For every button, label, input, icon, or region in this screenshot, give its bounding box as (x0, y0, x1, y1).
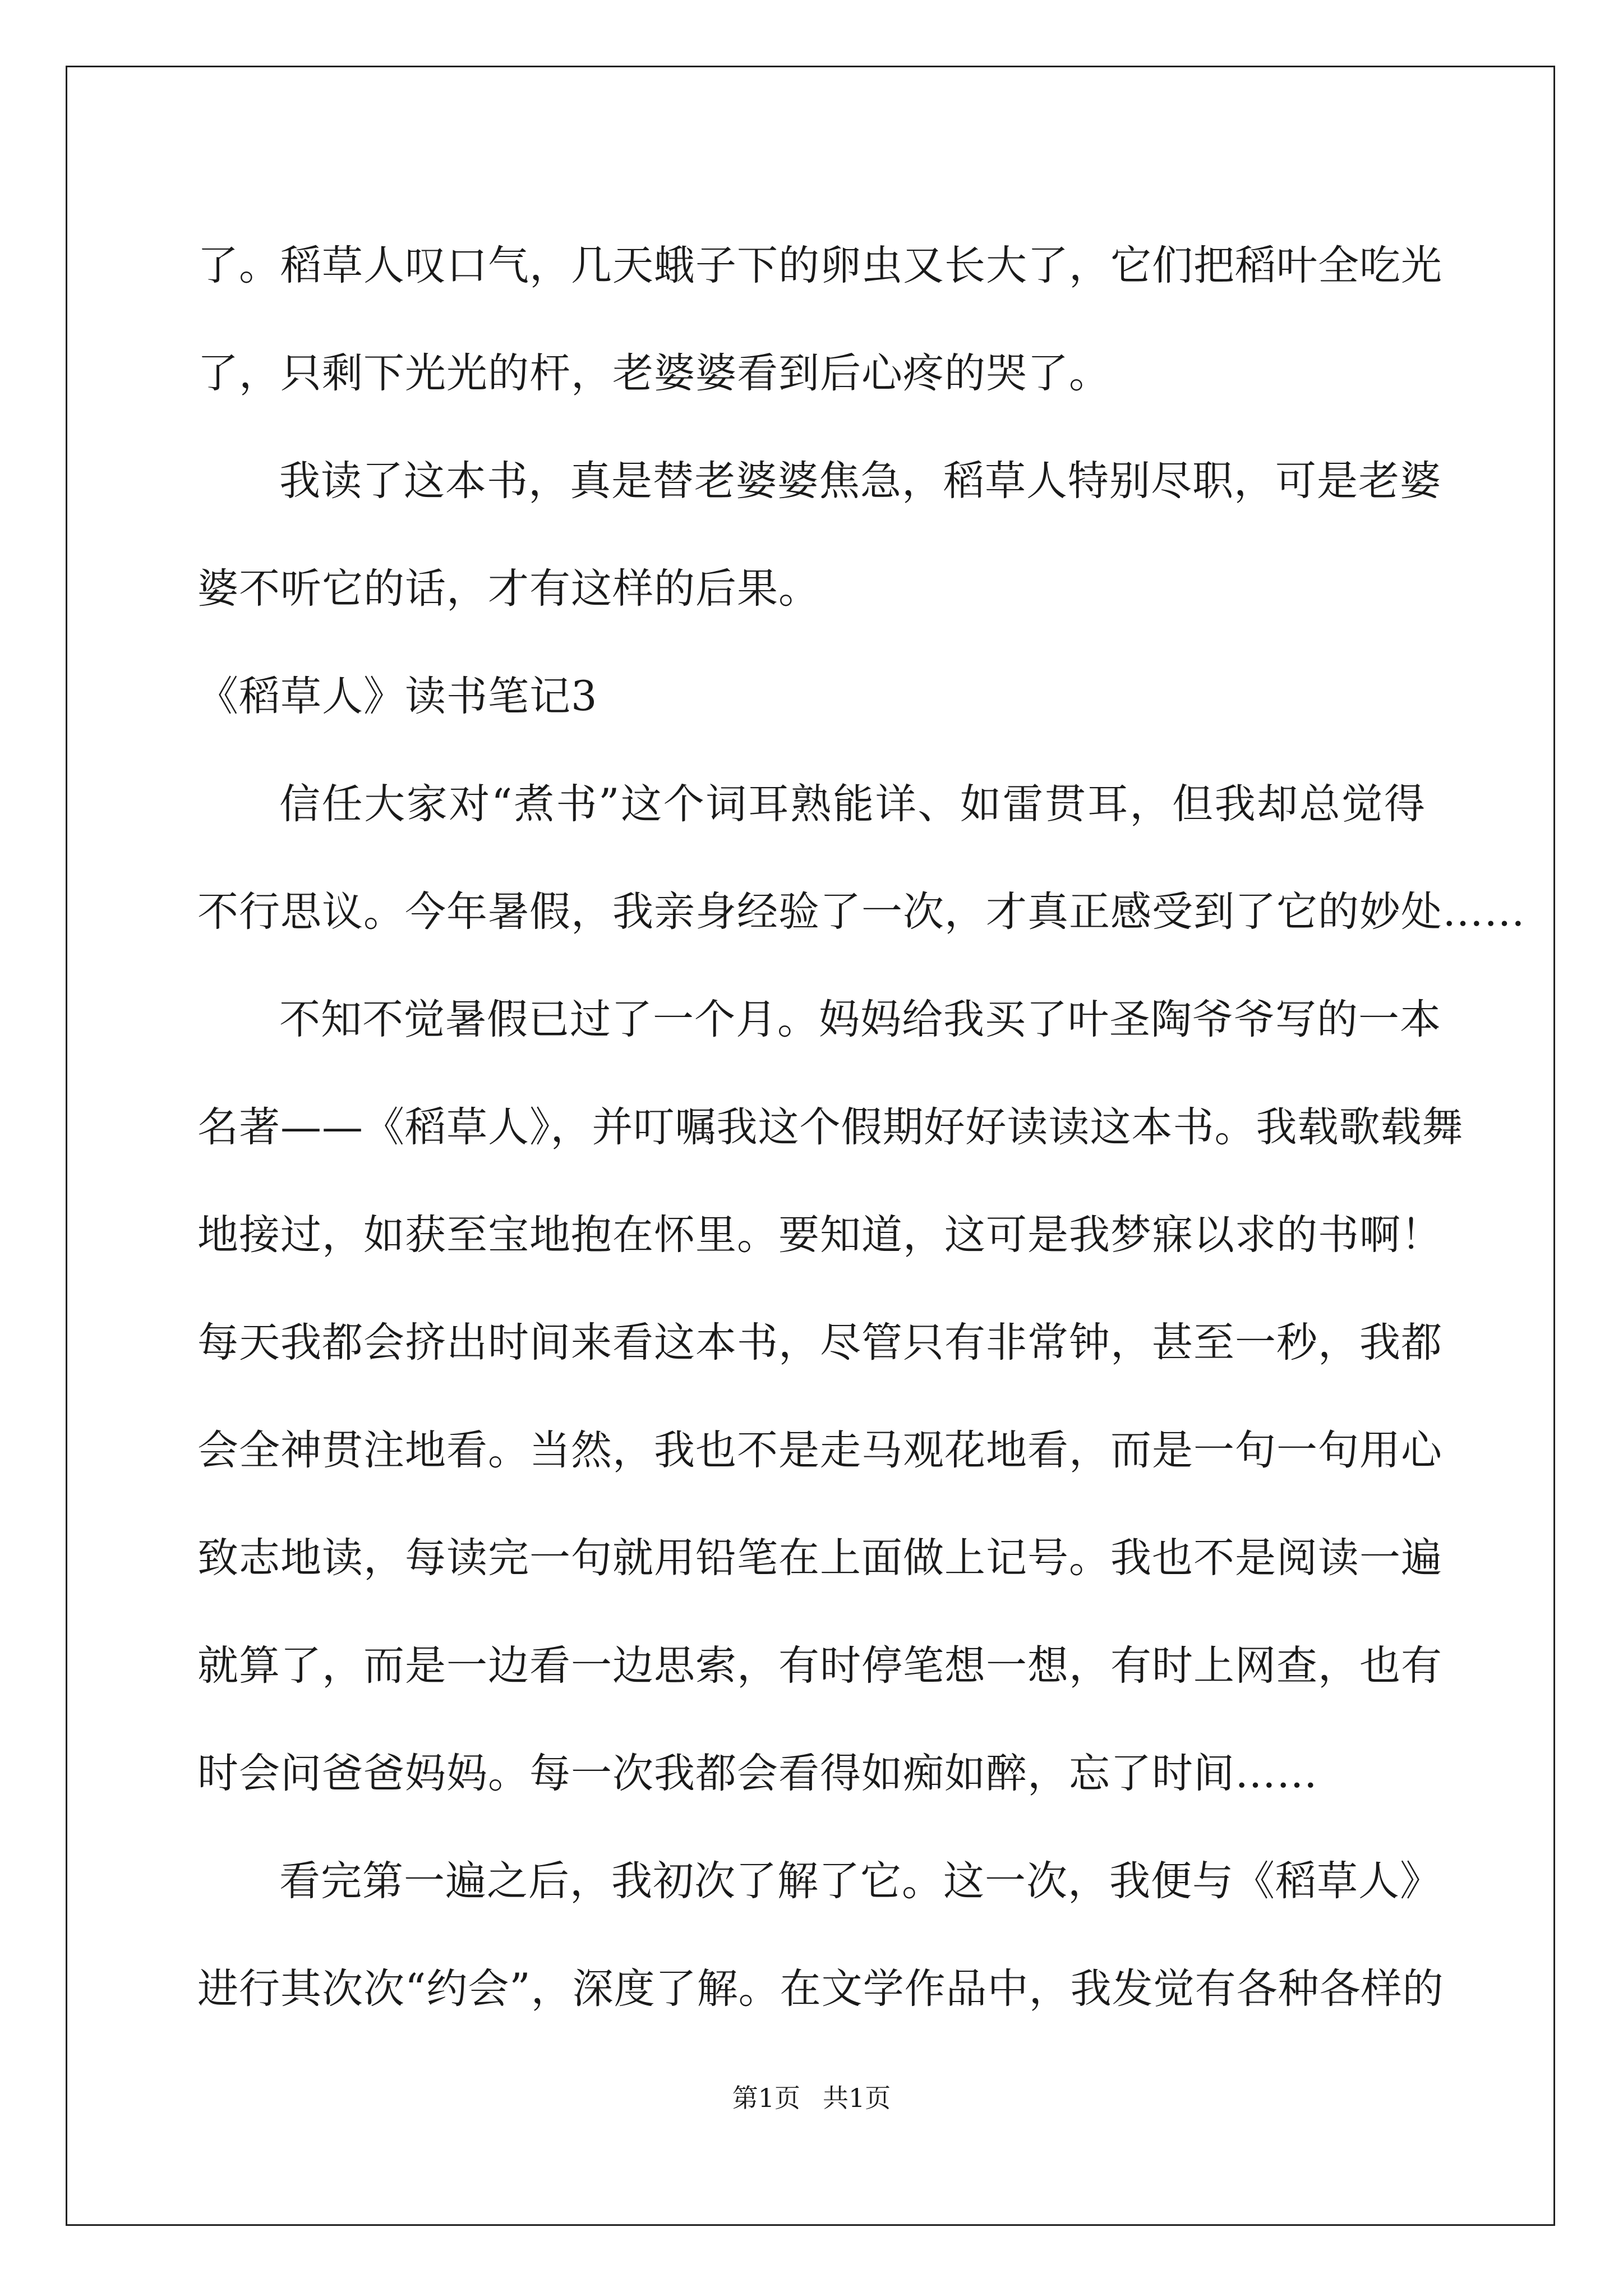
text-line: 致志地读，每读完一句就用铅笔在上面做上记号。我也不是阅读一遍 (197, 1534, 1442, 1582)
text-line: 了，只剩下光光的杆，老婆婆看到后心疼的哭了。 (197, 349, 1110, 397)
page-number: 第1页 (732, 2083, 800, 2113)
text-line: 每天我都会挤出时间来看这本书，尽管只有非常钟，甚至一秒，我都 (197, 1319, 1442, 1366)
text-line: 会全神贯注地看。当然，我也不是走马观花地看，而是一句一句用心 (197, 1427, 1442, 1474)
text-line: 地接过，如获至宝地抱在怀里。要知道，这可是我梦寐以求的书啊！ (197, 1211, 1442, 1259)
page-total: 共1页 (823, 2083, 891, 2113)
text-line: 进行其次次“约会”，深度了解。在文学作品中，我发觉有各种各样的 (197, 1965, 1444, 2013)
heading-text: 《稻草人》读书笔记3 (197, 673, 598, 720)
text-line: 就算了，而是一边看一边思索，有时停笔想一想，有时上网查，也有 (197, 1642, 1442, 1690)
text-line: 我读了这本书，真是替老婆婆焦急，稻草人特别尽职，可是老婆 (279, 457, 1441, 505)
page-footer (0, 2081, 1623, 2115)
text-line: 时会问爸爸妈妈。每一次我都会看得如痴如醉，忘了时间…… (197, 1750, 1318, 1797)
text-line: 名著——《稻草人》，并叮嘱我这个假期好好读读这本书。我载歌载舞 (197, 1103, 1464, 1151)
text-line: 看完第一遍之后，我初次了解了它。这一次，我便与《稻草人》 (279, 1857, 1441, 1905)
document-body (197, 212, 1525, 2043)
text-line: 不知不觉暑假已过了一个月。妈妈给我买了叶圣陶爷爷写的一本 (279, 996, 1441, 1043)
paragraph (197, 966, 1464, 1828)
paragraph (197, 1828, 1444, 2043)
section-heading (197, 643, 1426, 751)
text-line: 不行思议。今年暑假，我亲身经验了一次，才真正感受到了它的妙处…… (197, 888, 1525, 936)
paragraph (197, 751, 1525, 966)
text-line: 了。稻草人叹口气，几天蛾子下的卵虫又长大了，它们把稻叶全吃光 (197, 242, 1442, 289)
text-line: 信任大家对“煮书”这个词耳熟能详、如雷贯耳，但我却总觉得 (279, 780, 1426, 828)
paragraph (197, 427, 1441, 643)
paragraph (197, 212, 1442, 427)
text-line: 婆不听它的话，才有这样的后果。 (197, 565, 820, 613)
